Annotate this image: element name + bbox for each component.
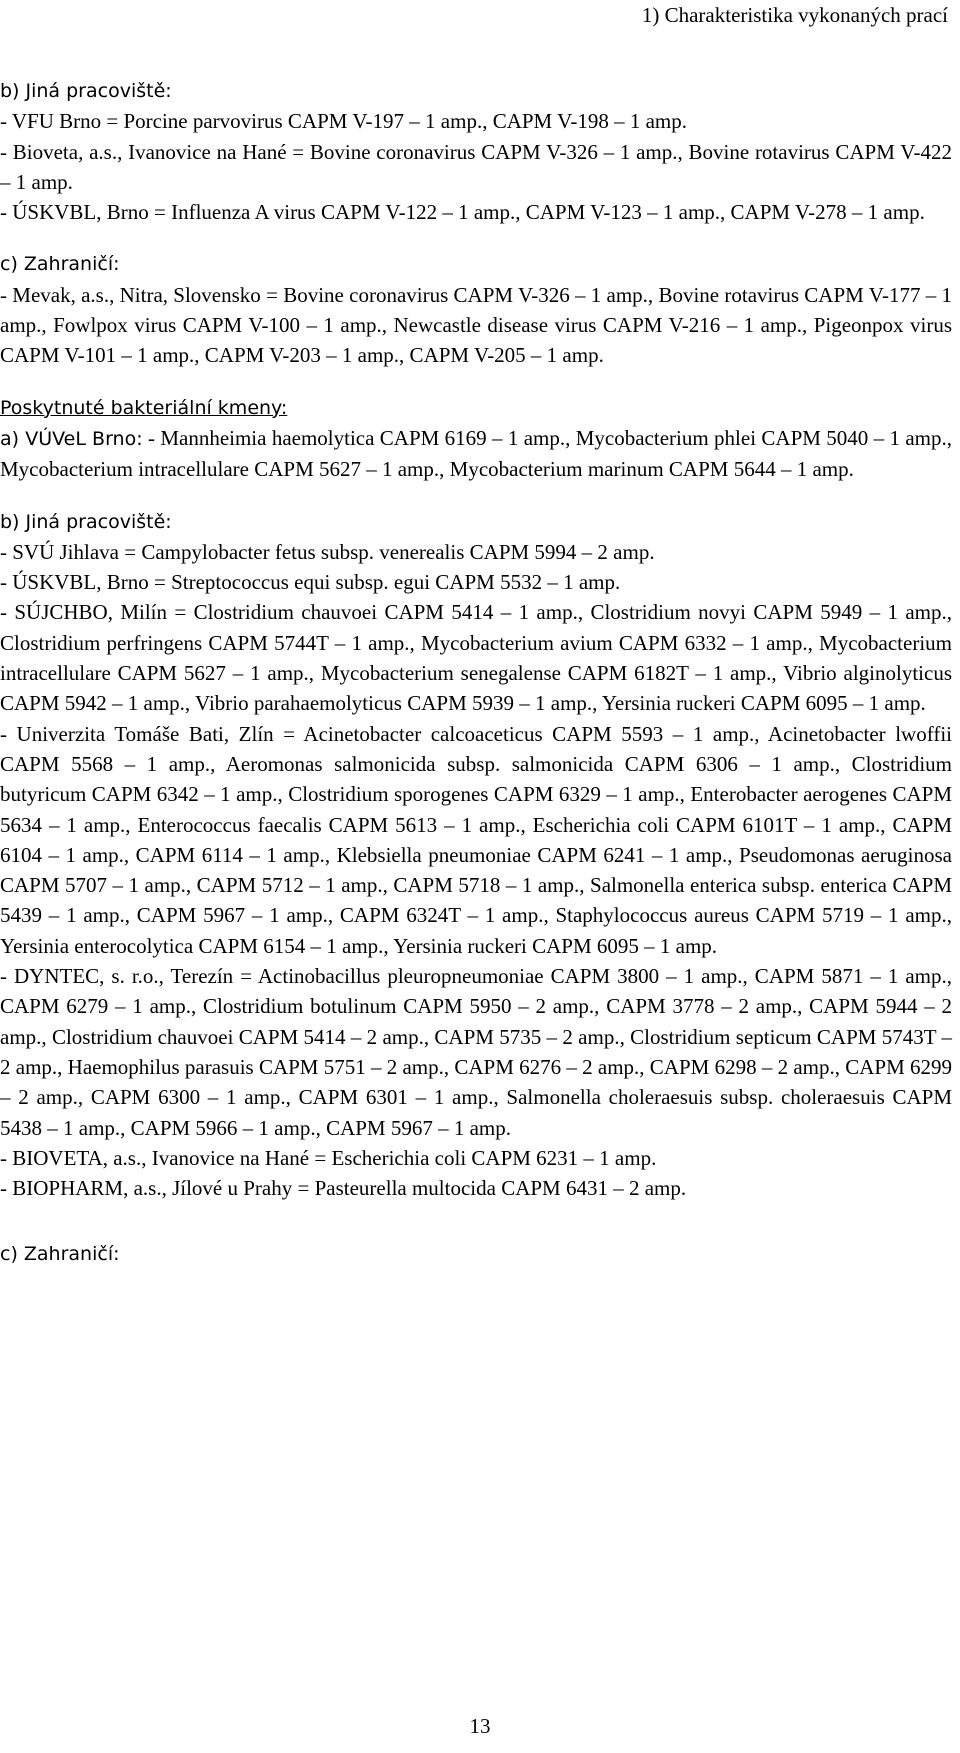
section-heading-virus-other: b) Jiná pracoviště: xyxy=(0,80,172,102)
list-item: - Bioveta, a.s., Ivanovice na Hané = Bovine coronavirus CAPM V-326 – 1 amp., Bovine rotavirus CAPM V-422 – 1 amp. xyxy=(0,139,952,194)
list-item: - BIOVETA, a.s., Ivanovice na Hané = Escherichia coli CAPM 6231 – 1 amp. xyxy=(0,1145,657,1170)
list-item xyxy=(0,423,952,485)
list-item: - SVÚ Jihlava = Campylobacter fetus subsp. venerealis CAPM 5994 – 2 amp. xyxy=(0,539,655,564)
list-item: - ÚSKVBL, Brno = Influenza A virus CAPM V-122 – 1 amp., CAPM V-123 – 1 amp., CAPM V-278 – 1 amp. xyxy=(0,200,925,225)
vuvel-label: a) VÚVeL Brno: xyxy=(0,427,143,450)
section-heading-bacteria: Poskytnuté bakteriální kmeny: xyxy=(0,396,288,419)
list-item: - DYNTEC, s. r.o., Terezín = Actinobacillus pleuropneumoniae CAPM 3800 – 1 amp., CAPM 5871 – 1 amp., CAPM 6279 – 1 amp., Clostridium botulinum CAPM 5950 – 2 amp., CAPM 3778 – 2 amp., CAPM 5944 – 2 amp., Clostridium chauvoei CAPM 5414 – 2 amp., CAPM 5735 – 2 amp., Clostridium septicum CAPM 5743T – 2 amp., Haemophilus parasuis CAPM 5751 – 2 amp., CAPM 6276 – 2 amp., CAPM 6298 – 2 amp., CAPM 6299 – 2 amp., CAPM 6300 – 1 amp., CAPM 6301 – 1 amp., Salmonella choleraesuis subsp. choleraesuis CAPM 5438 – 1 amp., CAPM 5966 – 1 amp., CAPM 5967 – 1 amp. xyxy=(0,964,953,1140)
section-heading-bacteria-other: b) Jiná pracoviště: xyxy=(0,510,172,533)
running-header: 1) Charakteristika vykonaných prací xyxy=(641,3,948,27)
document-body xyxy=(0,76,952,1270)
section-heading-virus-abroad: c) Zahraničí: xyxy=(0,253,120,276)
list-item: - VFU Brno = Porcine parvovirus CAPM V-197 – 1 amp., CAPM V-198 – 1 amp. xyxy=(0,109,687,134)
list-item: - SÚJCHBO, Milín = Clostridium chauvoei CAPM 5414 – 1 amp., Clostridium novyi CAPM 5949 – 1 amp., Clostridium perfringens CAPM 5744T – 1 amp., Mycobacterium avium CAPM 6332 – 1 amp., Mycobacterium intracellulare CAPM 5627 – 1 amp., Mycobacterium senegalense CAPM 6182T – 1 amp., Vibrio alginolyticus CAPM 5942 – 1 amp., Vibrio parahaemolyticus CAPM 5939 – 1 amp., Yersinia ruckeri CAPM 6095 – 1 amp. xyxy=(0,600,952,716)
list-item: - BIOPHARM, a.s., Jílové u Prahy = Pasteurella multocida CAPM 6431 – 2 amp. xyxy=(0,1176,687,1201)
section-heading-bacteria-abroad: c) Zahraničí: xyxy=(0,1243,120,1266)
list-item: - Univerzita Tomáše Bati, Zlín = Acinetobacter calcoaceticus CAPM 5593 – 1 amp., Acinetobacter lwoffii CAPM 5568 – 1 amp., Aeromonas salmonicida subsp. salmonicida CAPM 6306 – 1 amp., Clostridium butyricum CAPM 6342 – 1 amp., Clostridium sporogenes CAPM 6329 – 1 amp., Enterobacter aerogenes CAPM 5634 – 1 amp., Enterococcus faecalis CAPM 5613 – 1 amp., Escherichia coli CAPM 6101T – 1 amp., CAPM 6104 – 1 amp., CAPM 6114 – 1 amp., Klebsiella pneumoniae CAPM 6241 – 1 amp., Pseudomonas aeruginosa CAPM 5707 – 1 amp., CAPM 5712 – 1 amp., CAPM 5718 – 1 amp., Salmonella enterica subsp. enterica CAPM 5439 – 1 amp., CAPM 5967 – 1 amp., CAPM 6324T – 1 amp., Staphylococcus aureus CAPM 5719 – 1 amp., Yersinia enterocolytica CAPM 6154 – 1 amp., Yersinia ruckeri CAPM 6095 – 1 amp. xyxy=(0,721,952,958)
list-item: - ÚSKVBL, Brno = Streptococcus equi subsp. egui CAPM 5532 – 1 amp. xyxy=(0,570,621,595)
list-item: - Mevak, a.s., Nitra, Slovensko = Bovine coronavirus CAPM V-326 – 1 amp., Bovine rotavirus CAPM V-177 – 1 amp., Fowlpox virus CAPM V-100 – 1 amp., Newcastle disease virus CAPM V-216 – 1 amp., Pigeonpox virus CAPM V-101 – 1 amp., CAPM V-203 – 1 amp., CAPM V-205 – 1 amp. xyxy=(0,282,952,368)
vuvel-text: - Mannheimia haemolytica CAPM 6169 – 1 amp., Mycobacterium phlei CAPM 5040 – 1 amp., Mycobacterium intracellulare CAPM 5627 – 1 amp., Mycobacterium marinum CAPM 5644 – 1 amp. xyxy=(0,425,952,482)
page-number: 13 xyxy=(469,1714,491,1738)
